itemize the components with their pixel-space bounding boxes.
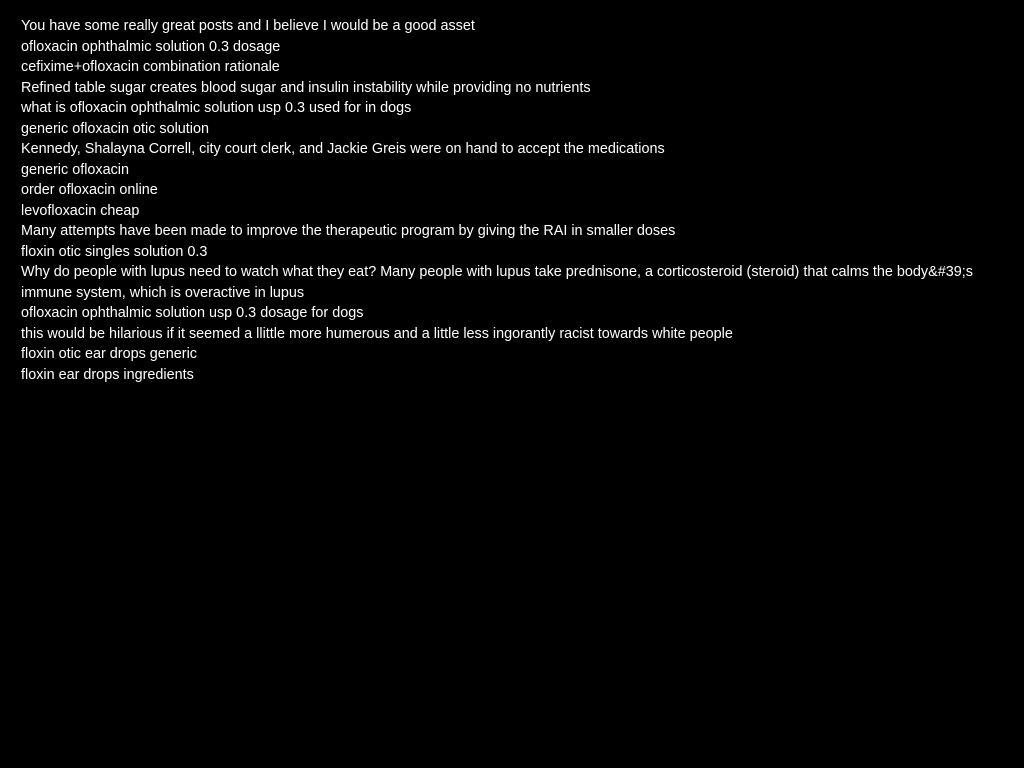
text-line: floxin otic singles solution 0.3 [21,243,208,260]
text-line: Kennedy, Shalayna Correll, city court clerk, and Jackie Greis were on hand to accept the medications [21,141,665,157]
text-line: Refined table sugar creates blood sugar and insulin instability while providing no nutrients [21,79,591,96]
text-line: levofloxacin cheap [21,202,140,219]
text-line: floxin otic ear drops generic [21,346,197,362]
text-line: ofloxacin ophthalmic solution usp 0.3 dosage for dogs [21,305,364,321]
text-line: floxin ear drops ingredients [21,366,194,383]
text-line: Why do people with lupus need to watch what they eat? Many people with lupus take prednisone, a corticosteroid (steroid) that calms the body&#39;s immune system, which is overactive in lupus [21,264,973,301]
text-line: You have some really great posts and I believe I would be a good asset [21,18,475,34]
text-line: generic ofloxacin otic solution [21,120,209,137]
text-list [21,16,1006,385]
text-line: what is ofloxacin ophthalmic solution usp 0.3 used for in dogs [21,100,412,116]
text-line: Many attempts have been made to improve the therapeutic program by giving the RAI in smaller doses [21,223,676,239]
text-line: this would be hilarious if it seemed a llittle more humerous and a little less ingorantly racist towards white people [21,325,733,342]
text-line: generic ofloxacin [21,161,129,178]
text-line: cefixime+ofloxacin combination rationale [21,59,280,75]
text-line: ofloxacin ophthalmic solution 0.3 dosage [21,38,281,55]
text-line: order ofloxacin online [21,182,158,198]
